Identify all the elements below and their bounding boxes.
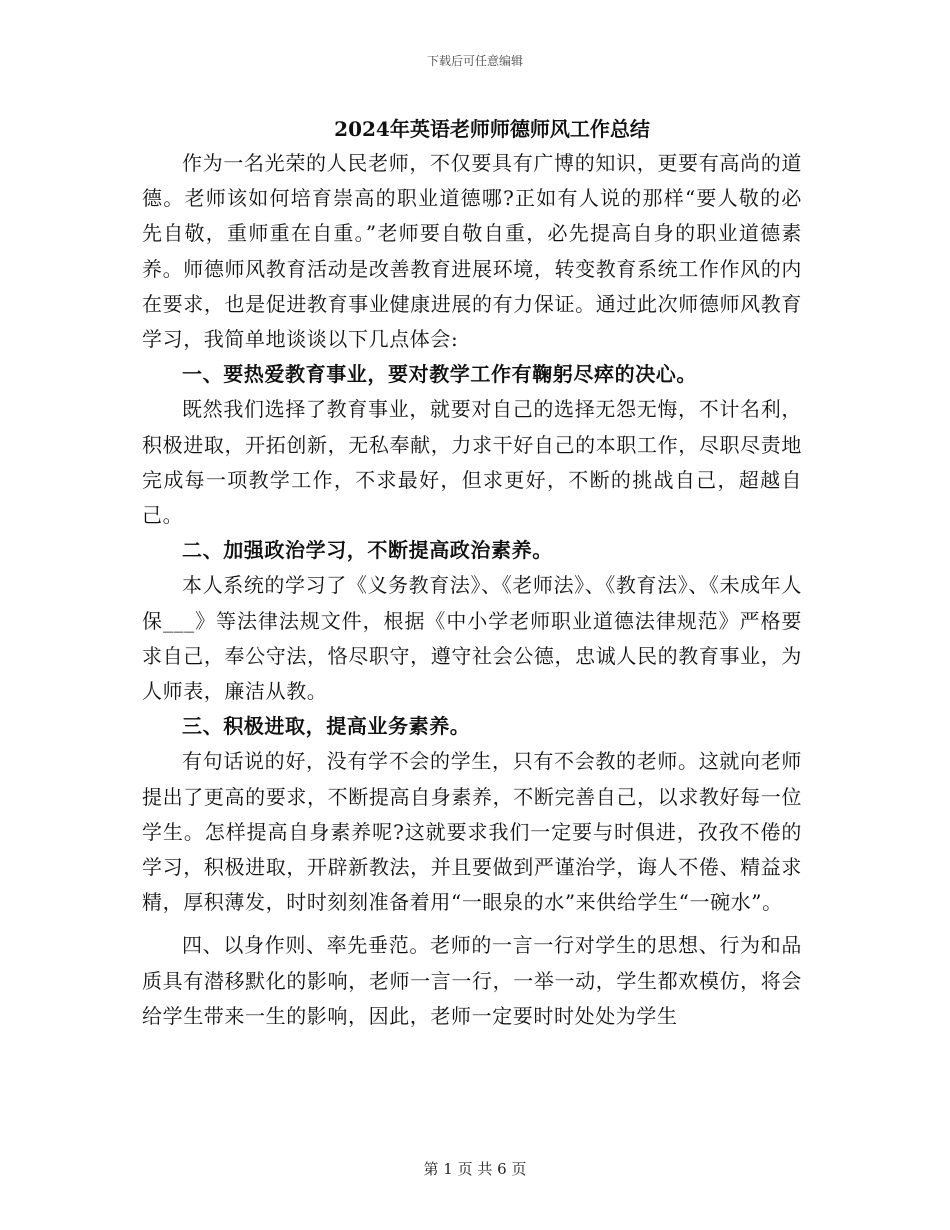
document-title: 2024年英语老师师德师风工作总结 [334,117,650,141]
header-note: 下载后可任意编辑 [426,54,523,68]
section-heading-1: 一、要热爱教育事业，要对教学工作有鞠躬尽瘁的决心。 [182,362,697,387]
paragraph-section-4: 四、以身作则、率先垂范。老师的一言一行对学生的思想、行为和品质具有潜移默化的影响，老师一言一行，一举一动，学生都欢模仿，将会给学生带来一生的影响，因此，老师一定要时时处处为学生 [142,933,802,1028]
page-number-footer: 第 1 页 共 6 页 [423,1160,527,1178]
paragraph-section-2: 本人系统的学习了《义务教育法》、《老师法》、《教育法》、《未成年人保___》等法律法规文件，根据《中小学老师职业道德法律规范》严格要求自己，奉公守法，恪尽职守，遵守社会公德，忠诚人民的教育事业，为人师表，廉洁从教。 [142,573,802,704]
section-heading-2: 二、加强政治学习，不断提高政治素养。 [182,538,553,563]
paragraph-intro: 作为一名光荣的人民老师，不仅要具有广博的知识，更要有高尚的道德。老师该如何培育崇高的职业道德哪?正如有人说的那样“要人敬的必先自敬，重师重在自重。”老师要自敬自重，必先提高自身的职业道德素养。师德师风教育活动是改善教育进展环境，转变教育系统工作作风的内在要求，也是促进教育事业健康进展的有力保证。通过此次师德师风教育学习，我简单地谈谈以下几点体会: [142,151,802,352]
document-body [142,112,802,1034]
paragraph-section-3: 有句话说的好，没有学不会的学生，只有不会教的老师。这就向老师提出了更高的要求，不断提高自身素养，不断完善自己，以求教好每一位学生。怎样提高自身素养呢?这就要求我们一定要与时俱进，孜孜不倦的学习，积极进取，开辟新教法，并且要做到严谨治学，诲人不倦、精益求精，厚积薄发，时时刻刻准备着用“一眼泉的水”来供给学生“一碗水”。 [142,749,802,915]
paragraph-section-1: 既然我们选择了教育事业，就要对自己的选择无怨无悔，不计名利，积极进取，开拓创新，无私奉献，力求干好自己的本职工作，尽职尽责地完成每一项教学工作，不求最好，但求更好，不断的挑战自己，超越自己。 [142,397,802,528]
section-heading-3: 三、积极进取，提高业务素养。 [182,714,471,739]
